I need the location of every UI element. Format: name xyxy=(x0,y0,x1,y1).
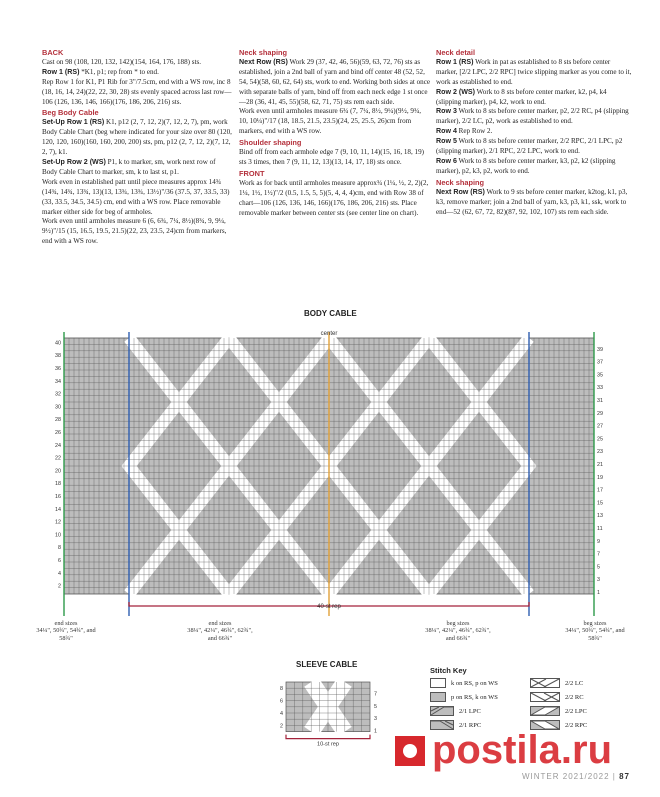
sleeve-cable-title: SLEEVE CABLE xyxy=(296,660,358,669)
row-number-right: 31 xyxy=(597,398,603,404)
nd-row-6: Row 6 Work to 8 sts before center marker, k3, p2, k2 (slipping marker), p2, k3, p2, work to end. xyxy=(436,156,616,175)
row-number-right: 13 xyxy=(597,513,603,520)
sleeve-row-right: 5 xyxy=(374,703,377,710)
row-number-right: 11 xyxy=(597,526,603,532)
sleeve-row-right: 1 xyxy=(374,728,377,735)
bbc-para-3: Work even in established patt until piece measures approx 14¾ (14¾, 14¾, 13¾, 13)(13, 13¾, 13¾, 13½)"/36 (37.5, 37, 33.5, 33)(33, 33.5, 34.5, 34.5) cm, end with a WS row. Place removable marker either side for beg of armholes. xyxy=(42,177,230,216)
row-number-right: 33 xyxy=(597,385,603,392)
row-number-right: 15 xyxy=(597,500,603,507)
nd-row-4: Row 4 Rep Row 2. xyxy=(436,127,493,136)
row-number-left: 36 xyxy=(55,366,61,372)
shoulder-shaping-heading: Shoulder shaping xyxy=(239,138,302,148)
row-number-left: 30 xyxy=(55,404,61,411)
sleeve-row-left: 2 xyxy=(280,723,283,730)
sleeve-cable-chart xyxy=(266,672,386,748)
nd-row-5: Row 5 Work to 8 sts before center marker, 2/2 RPC, 2/1 LPC, p2 (slipping marker), 2/1 RPC, 2/2 LPC, work to end. xyxy=(436,137,623,156)
stitch-key-title: Stitch Key xyxy=(430,666,467,675)
row-number-left: 16 xyxy=(55,494,61,500)
watermark-logo-icon xyxy=(395,736,425,766)
nd-row-2: Row 2 (WS) Work to 8 sts before center marker, k2, p4, k4 (slipping marker), p4, k2, work to end. xyxy=(436,87,607,106)
ns-para-1: Next Row (RS) Work to 9 sts before center marker, k2tog, k1, p3, k3, remove marker; join a 2nd ball of yarn, k3, p3, k1, ssk, work to end—52 (62, 67, 72, 82)(87, 92, 102, 107) sts rem each side. xyxy=(436,187,628,216)
key-item-22rc: 2/2 RC xyxy=(530,692,584,702)
row-number-right: 3 xyxy=(597,577,600,584)
row-number-left: 22 xyxy=(55,455,61,462)
neck-detail-heading: Neck detail xyxy=(436,48,476,57)
column-3 xyxy=(436,47,632,217)
row-number-right: 35 xyxy=(597,372,603,379)
lpc-22-icon xyxy=(530,706,560,716)
rep-label: 40-st rep xyxy=(317,604,341,610)
size-label-2: end sizes 38¼", 42¼", 46¾", 62¾", and 66¾" xyxy=(187,620,253,642)
key-item-22lc: 2/2 LC xyxy=(530,678,583,688)
size-label-4: beg sizes 34¼", 50¾", 54¾", and 58¾" xyxy=(565,620,625,642)
back-para-1: Cast on 98 (108, 120, 132, 142)(154, 164, 176, 188) sts. xyxy=(42,57,202,66)
row-number-right: 9 xyxy=(597,538,600,545)
row-number-left: 26 xyxy=(55,430,61,436)
sleeve-row-left: 8 xyxy=(280,686,283,693)
row-number-left: 34 xyxy=(55,378,61,385)
row-number-right: 17 xyxy=(597,487,603,494)
neck-para-2: Work even until armholes measure 6¾ (7, 7¼, 8½, 9¼)(9½, 9¾, 10, 10¼)"/17 (18, 18.5, 21.5, 23.5)(24, 25, 25.5, 26)cm from markers, end with a WS row. xyxy=(239,107,422,136)
row-number-right: 29 xyxy=(597,410,603,417)
row-number-right: 37 xyxy=(597,359,603,366)
key-item-21rpc: 2/1 RPC xyxy=(430,720,481,730)
nd-row-3: Row 3 Work to 8 sts before center marker, p2, 2/2 RC, p4 (slipping marker), 2/2 LC, p2, work as established to end. xyxy=(436,107,629,126)
bbc-para-1: Set-Up Row 1 (RS) K1, p12 (2, 7, 12, 2)(7, 12, 2, 7), pm, work Body Cable Chart (beg where indicated for your size over 80 (120, 120, 120, 160)(160, 160, 200, 200) sts, pm, p12 (2, 7, 12, 2)(7, 12, 2, 7), k1. xyxy=(42,118,232,157)
magazine-page xyxy=(22,22,646,787)
knit-swatch-icon xyxy=(430,678,446,688)
row-number-right: 5 xyxy=(597,564,600,571)
sleeve-rep-bracket xyxy=(286,735,370,739)
shoulder-para-1: Bind off from each armhole edge 7 (9, 10, 11, 14)(15, 16, 18, 19) sts 3 times, then 7 (9, 11, 12, 13)(13, 14, 17, 18) sts once. xyxy=(239,148,424,166)
row-number-right: 39 xyxy=(597,346,603,353)
key-item-knit: k on RS, p on WS xyxy=(430,678,498,688)
row-number-left: 24 xyxy=(55,442,61,449)
watermark: postila.ru xyxy=(432,728,613,772)
sleeve-row-left: 6 xyxy=(280,698,283,705)
sleeve-rep-label: 10-st rep xyxy=(316,741,340,748)
row-number-left: 2 xyxy=(58,583,61,590)
nd-row-1: Row 1 (RS) Work in pat as established to 8 sts before center marker, [2/2 LPC, 2/2 RPC] twice slipping marker as you come to it, work as established to end. xyxy=(436,57,632,86)
bbc-para-4: Work even until armholes measure 6 (6, 6¾, 7¼, 8½)(8¾, 9, 9¼, 9½)"/15 (15, 16.5, 19.5, 21.5)(22, 23, 23.5, 24)cm from markers, end with a WS row. xyxy=(42,217,227,246)
row-number-right: 1 xyxy=(597,590,600,596)
key-item-21lpc: 2/1 LPC xyxy=(430,706,481,716)
neck-shaping-heading-2: Neck shaping xyxy=(436,177,485,187)
row-number-left: 8 xyxy=(58,545,61,552)
stitch-key xyxy=(430,666,630,729)
row-number-right: 27 xyxy=(597,423,603,430)
back-para-3: Rep Row 1 for K1, P1 Rib for 3"/7.5cm, end with a WS row, inc 8 (18, 16, 14, 24)(22, 22, 30, 28) sts evenly spaced across last row—106 (126, 136, 146, 166)(176, 186, 206, 216) sts. xyxy=(42,77,232,106)
center-label: center xyxy=(320,331,338,337)
row-number-left: 6 xyxy=(58,558,61,564)
neck-shaping-heading: Neck shaping xyxy=(239,48,288,57)
column-1 xyxy=(42,47,232,247)
body-cable-title: BODY CABLE xyxy=(304,309,357,318)
front-heading: FRONT xyxy=(239,168,265,178)
row-number-left: 18 xyxy=(55,481,61,488)
row-number-left: 28 xyxy=(55,417,61,424)
row-number-right: 23 xyxy=(597,449,603,456)
row-number-left: 40 xyxy=(55,340,61,347)
size-label-3: beg sizes 38¼", 42¼", 46¾", 62¾", and 66¾" xyxy=(425,620,491,642)
rc-22-icon xyxy=(530,692,560,702)
row-number-left: 4 xyxy=(58,570,61,577)
body-cable-chart xyxy=(22,320,646,620)
front-para-1: Work as for back until armholes measure approx¾ (1¼, ½, 2, 2)(2, 1¼, 1½, 1½)"/2 (0.5, 1.5, 5, 5)(5, 4, 4, 4)cm, end with Row 38 of chart—106 (126, 136, 146, 166)(176, 186, 206, 216) sts. Place removable marker between center sts (see center line on chart). xyxy=(239,178,429,217)
back-heading: BACK xyxy=(42,48,64,57)
row-number-left: 38 xyxy=(55,353,61,360)
sleeve-row-right: 7 xyxy=(374,691,377,698)
sleeve-row-left: 4 xyxy=(280,711,283,717)
key-item-22rpc: 2/2 RPC xyxy=(530,720,587,730)
row-number-right: 25 xyxy=(597,436,603,443)
beg-body-cable-heading: Beg Body Cable xyxy=(42,108,99,118)
row-number-left: 10 xyxy=(55,532,61,539)
bbc-para-2: Set-Up Row 2 (WS) P1, k to marker, sm, work next row of Body Cable Chart to marker, sm, k to last st, p1. xyxy=(42,157,216,176)
size-label-1: end sizes 34¼", 50¾", 54¾", and 58¾" xyxy=(36,620,96,642)
neck-para-1: Next Row (RS) Work 29 (37, 42, 46, 56)(59, 63, 72, 76) sts as established, join a 2nd ball of yarn and bind off center 48 (52, 52, 54, 54)(58, 60, 62, 64) sts, work to end. Working both sides at once with separate balls of yarn, bind off from each neck edge 1 st once—28 (36, 41, 45, 55)(58, 62, 71, 75) sts rem each side. xyxy=(239,57,431,106)
key-item-22lpc: 2/2 LPC xyxy=(530,706,587,716)
row-number-left: 20 xyxy=(55,468,61,475)
lpc-21-icon xyxy=(430,706,454,716)
row-number-right: 7 xyxy=(597,551,600,558)
purl-swatch-icon xyxy=(430,692,446,702)
row-number-right: 19 xyxy=(597,474,603,481)
key-item-purl: p on RS, k on WS xyxy=(430,692,498,702)
row-number-left: 32 xyxy=(55,391,61,398)
row-number-left: 14 xyxy=(55,506,61,513)
back-para-2: Row 1 (RS) *K1, p1; rep from * to end. xyxy=(42,67,159,76)
row-number-right: 21 xyxy=(597,462,603,468)
row-number-left: 12 xyxy=(55,519,61,526)
page-footer: WINTER 2021/2022 | 87 xyxy=(521,772,630,781)
column-2 xyxy=(239,47,431,218)
lc-22-icon xyxy=(530,678,560,688)
sleeve-row-right: 3 xyxy=(374,716,377,723)
